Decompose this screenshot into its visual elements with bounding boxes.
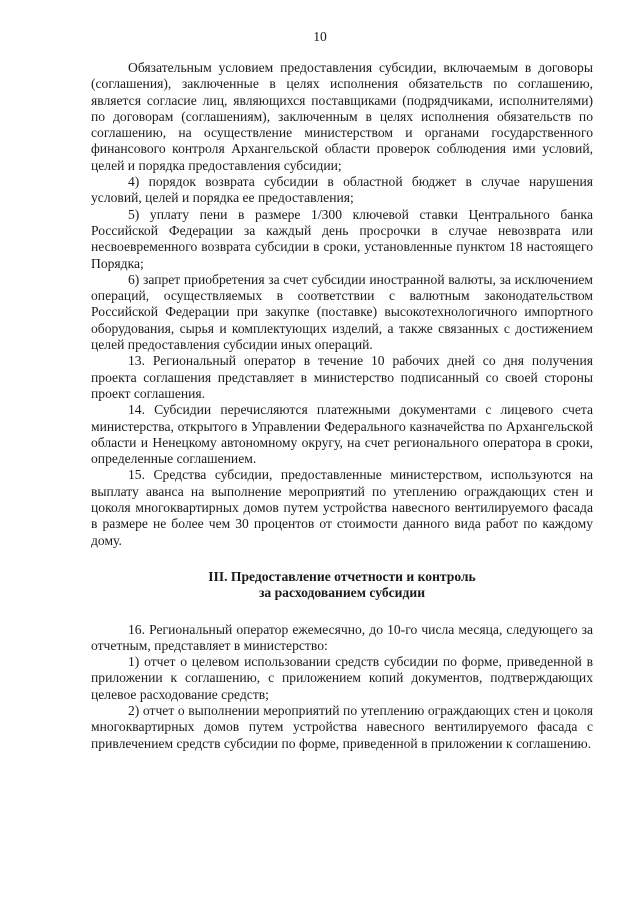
paragraph-16-item-1: 1) отчет о целевом использовании средств субсидии по форме, приведенной в приложении к соглашению, с приложением копий документов, подтверждающих целевое расходование средств; (91, 654, 593, 702)
paragraph-15: 15. Средства субсидии, предоставленные министерством, используются на выплату аванса на выполнение мероприятий по утеплению ограждающих стен и цоколя многоквартирных домов путем устройства навесного вентилируемого фасада в размере не более чем 30 процентов от стоимости данного вида работ по каждому дому. (91, 467, 593, 548)
section-heading-line-1: III. Предоставление отчетности и контроль (208, 568, 476, 584)
paragraph-item-5-penalty: 5) уплату пени в размере 1/300 ключевой ставки Центрального банка Российской Федерации за каждый день просрочки в случае невозврата или несвоевременного возврата субсидии в сроки, установленные пунктом 18 настоящего Порядка; (91, 206, 593, 271)
paragraph-item-4-return-order: 4) порядок возврата субсидии в областной бюджет в случае нарушения условий, целей и порядка ее предоставления; (91, 174, 593, 206)
paragraph-14: 14. Субсидии перечисляются платежными документами с лицевого счета министерства, открытого в Управлении Федерального казначейства по Архангельской области и Ненецкому автономному округу, на счет регионального оператора в сроки, определенные соглашением. (91, 402, 593, 467)
section-heading-line-2: за расходованием субсидии (258, 585, 426, 601)
document-body (91, 60, 593, 752)
paragraph-16: 16. Региональный оператор ежемесячно, до 10-го числа месяца, следующего за отчетным, представляет в министерство: (91, 621, 593, 653)
page-number: 10 (313, 29, 327, 44)
paragraph-item-6-currency-ban: 6) запрет приобретения за счет субсидии иностранной валюты, за исключением операций, осуществляемых в соответствии с валютным законодательством Российской Федерации при закупке (поставке) высокотехнологичного импортного оборудования, сырья и комплектующих изделий, а также связанных с достижением целей предоставления субсидии иных операций. (91, 271, 593, 353)
paragraph-obligatory-condition: Обязательным условием предоставления субсидии, включаемым в договоры (соглашения), заключенные в целях исполнения обязательств по соглашению, является согласие лиц, являющихся поставщиками (подрядчиками, исполнителями) по договорам (соглашениям), заключенным в целях исполнения обязательств по соглашению, на осуществление министерством и органами государственного финансового контроля Архангельской области проверок соблюдения ими условий, целей и порядка предоставления субсидии; (91, 60, 593, 173)
paragraph-16-item-2: 2) отчет о выполнении мероприятий по утеплению ограждающих стен и цоколя многоквартирных домов путем устройства навесного вентилируемого фасада с привлечением средств субсидии по форме, приведенной в приложении к соглашению. (91, 702, 593, 751)
paragraph-13: 13. Региональный оператор в течение 10 рабочих дней со дня получения проекта соглашения представляет в министерство подписанный со своей стороны проект соглашения. (91, 353, 593, 401)
